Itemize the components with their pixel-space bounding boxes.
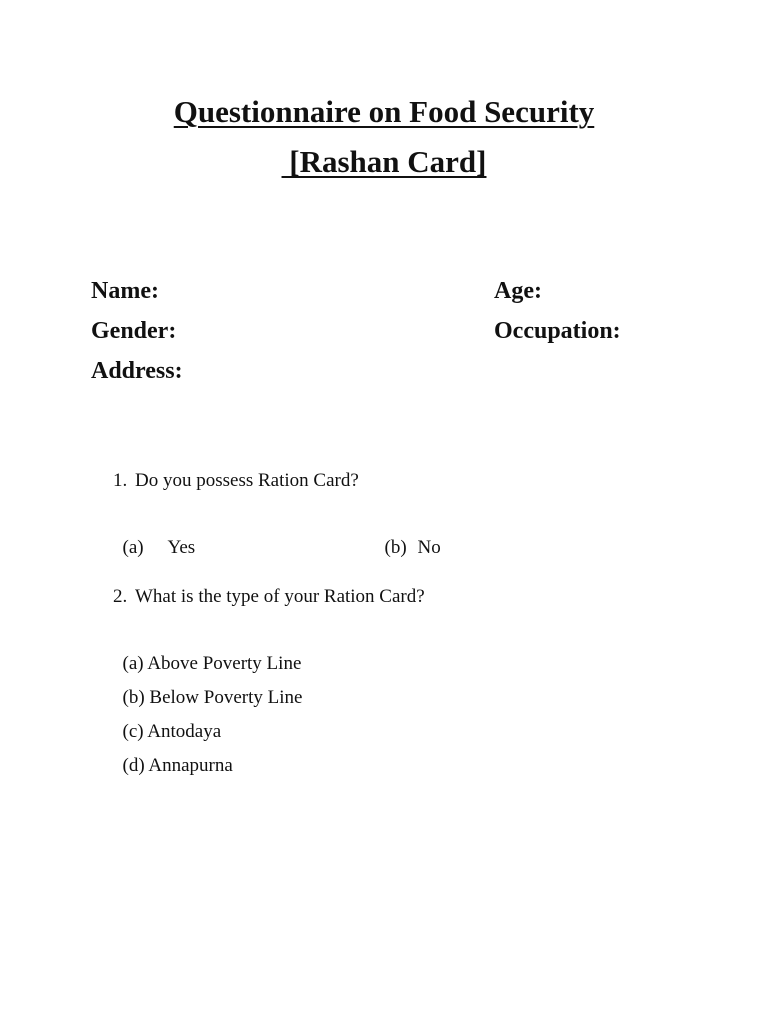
option-text: Above Poverty Line <box>147 653 302 674</box>
question-2-option-b <box>113 669 302 707</box>
option-text: Below Poverty Line <box>149 687 303 708</box>
option-label: (a) <box>122 653 144 674</box>
gender-field-label: Gender: <box>91 318 177 344</box>
question-number: 2. <box>113 586 128 607</box>
document-title: Questionnaire on Food Security <box>173 94 595 129</box>
option-label: (a) <box>122 537 144 558</box>
question-1-option-a <box>113 519 195 557</box>
question-text: What is the type of your Ration Card? <box>135 586 425 607</box>
question-2 <box>113 587 425 606</box>
age-field-label: Age: <box>494 278 542 304</box>
option-label: (c) <box>122 721 144 742</box>
question-2-option-a <box>113 635 301 673</box>
option-text: No <box>417 537 441 558</box>
option-label: (b) <box>122 687 145 708</box>
occupation-field-label: Occupation: <box>494 318 621 344</box>
question-1-option-b <box>375 519 441 557</box>
question-1 <box>113 471 359 490</box>
document-subtitle: [Rashan Card] <box>281 144 487 179</box>
question-number: 1. <box>113 470 128 491</box>
question-2-option-d <box>113 737 233 775</box>
option-label: (d) <box>122 755 145 776</box>
option-text: Yes <box>167 537 196 558</box>
option-text: Antodaya <box>147 721 222 742</box>
option-label: (b) <box>384 537 407 558</box>
question-text: Do you possess Ration Card? <box>135 470 359 491</box>
name-field-label: Name: <box>91 278 159 304</box>
address-field-label: Address: <box>91 358 183 384</box>
question-2-option-c <box>113 703 221 741</box>
option-text: Annapurna <box>148 755 233 776</box>
